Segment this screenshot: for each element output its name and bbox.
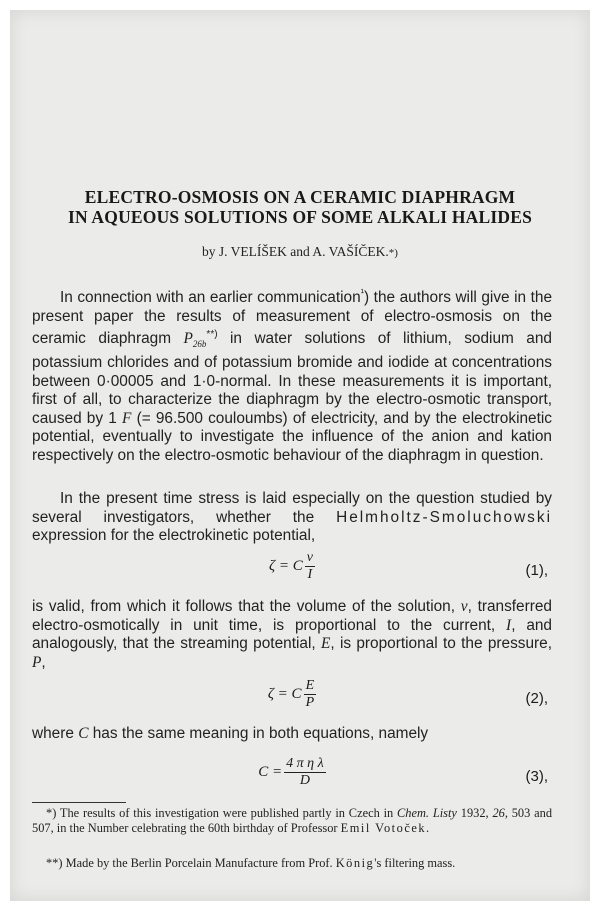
author-footnote-mark: *) [388,247,398,259]
diaphragm-subscript: 26b [192,339,207,350]
eq2-numerator: E [305,678,315,693]
potential-symbol: E [320,635,331,653]
footnote-mark-2: **) [206,329,218,341]
footnote-divider [32,802,126,803]
footnote-1-text-c: , 503 and 507, in the Number celebrating the 60th birthday of Professor [32,806,553,836]
para3-text-b: , transferred electro-osmotically in unit time, is proportional to the current, [32,598,552,634]
footnote-1-text-a: The results of this investigation were published partly in Czech in [56,806,398,820]
eq3-lhs: C = [258,763,283,780]
para1-text-c: in water solutions of lithium, sodium and potassium chlorides and of potassium bromide and iodide at concentrations between 0·00005 and 1·0-normal. In these measurements it is important, first of all, to characterize the diaphragm by the electro-osmotic transport, caused by 1 [32,330,552,427]
constant-symbol: C [78,725,89,742]
paragraph-question [32,490,552,546]
para3-text-e: , [41,653,46,671]
footnote-2-text-b: 's filtering mass. [374,856,456,870]
eq3-number: (3), [525,768,548,785]
para4-text-b: has the same meaning in both equations, namely [88,725,429,742]
para2-text-b: expression for the electrokinetic potential, [32,527,316,545]
para1-text-d: (= 96.500 couloumbs) of electricity, and by the electrokinetic potential, eventually to investigate the influence of the anion and kation respectively on the electro-osmotic behaviour of the diaphragm in question. [32,409,552,465]
eq3-denominator: D [299,773,310,788]
footnote-1 [32,806,552,837]
footnote-1-text-b: 1932, [456,806,493,820]
equation-3 [32,756,552,798]
para1-text-a: In connection with an earlier communication [60,289,361,307]
eq2-lhs: ζ = C [267,685,302,702]
eq1-number: (1), [525,562,548,579]
footnote-1-mark: *) [46,806,57,820]
para1-text-b: ) the authors will give in the present paper the results of measurement of electro-osmosis on the ceramic diaphragm [32,289,552,348]
paragraph-where [32,725,552,744]
footnote-1-text-d: . [426,821,430,836]
paper-title-line-1: ELECTRO-OSMOSIS ON A CERAMIC DIAPHRAGM [84,187,516,207]
eq1-numerator: v [306,550,313,565]
para3-text-c: , and analogously, that the streaming potential, [32,616,552,653]
para2-text-a: In the present time stress is laid especially on the question studied by several investigators, whether the [32,490,552,526]
byline [10,244,590,260]
eq2-number: (2), [525,690,548,707]
footnote-2 [32,856,552,871]
diaphragm-symbol: P [183,330,193,348]
professor-name: Emil Votoček [340,821,427,836]
authors: by J. VELÍŠEK and A. VAŠÍČEK. [202,244,389,259]
eq3-numerator: 4 π η λ [286,756,324,771]
faraday-symbol: F [121,409,132,427]
volume-symbol: v [460,598,468,615]
eq2-denominator: P [305,695,315,710]
equation-1 [32,550,552,592]
paper-title-line-2: IN AQUEOUS SOLUTIONS OF SOME ALKALI HALIDES [67,207,533,227]
reference-mark-1: ¹ [360,288,365,299]
equation-2 [32,678,552,720]
journal-name: Chem. Listy [397,806,457,820]
footnote-2-mark: **) [46,856,63,870]
eq1-denominator: I [307,567,313,582]
para4-text-a: where [32,725,79,742]
pressure-symbol: P [32,653,42,671]
konig-name: König [335,856,375,870]
footnote-2-text-a: Made by the Berlin Porcelain Manufacture from Prof. [62,856,336,870]
current-symbol: I [506,616,512,634]
helmholtz-smoluchowski: Helmholtz-Smoluchowski [336,508,552,526]
journal-volume: 26 [492,806,505,820]
paragraph-validity [32,598,552,672]
eq1-lhs: ζ = C [269,557,303,574]
paper-page [10,10,590,901]
para3-text-d: , is proportional to the pressure, [330,635,552,653]
paragraph-introduction [32,285,552,466]
para3-text-a: is valid, from which it follows that the volume of the solution, [32,598,461,615]
